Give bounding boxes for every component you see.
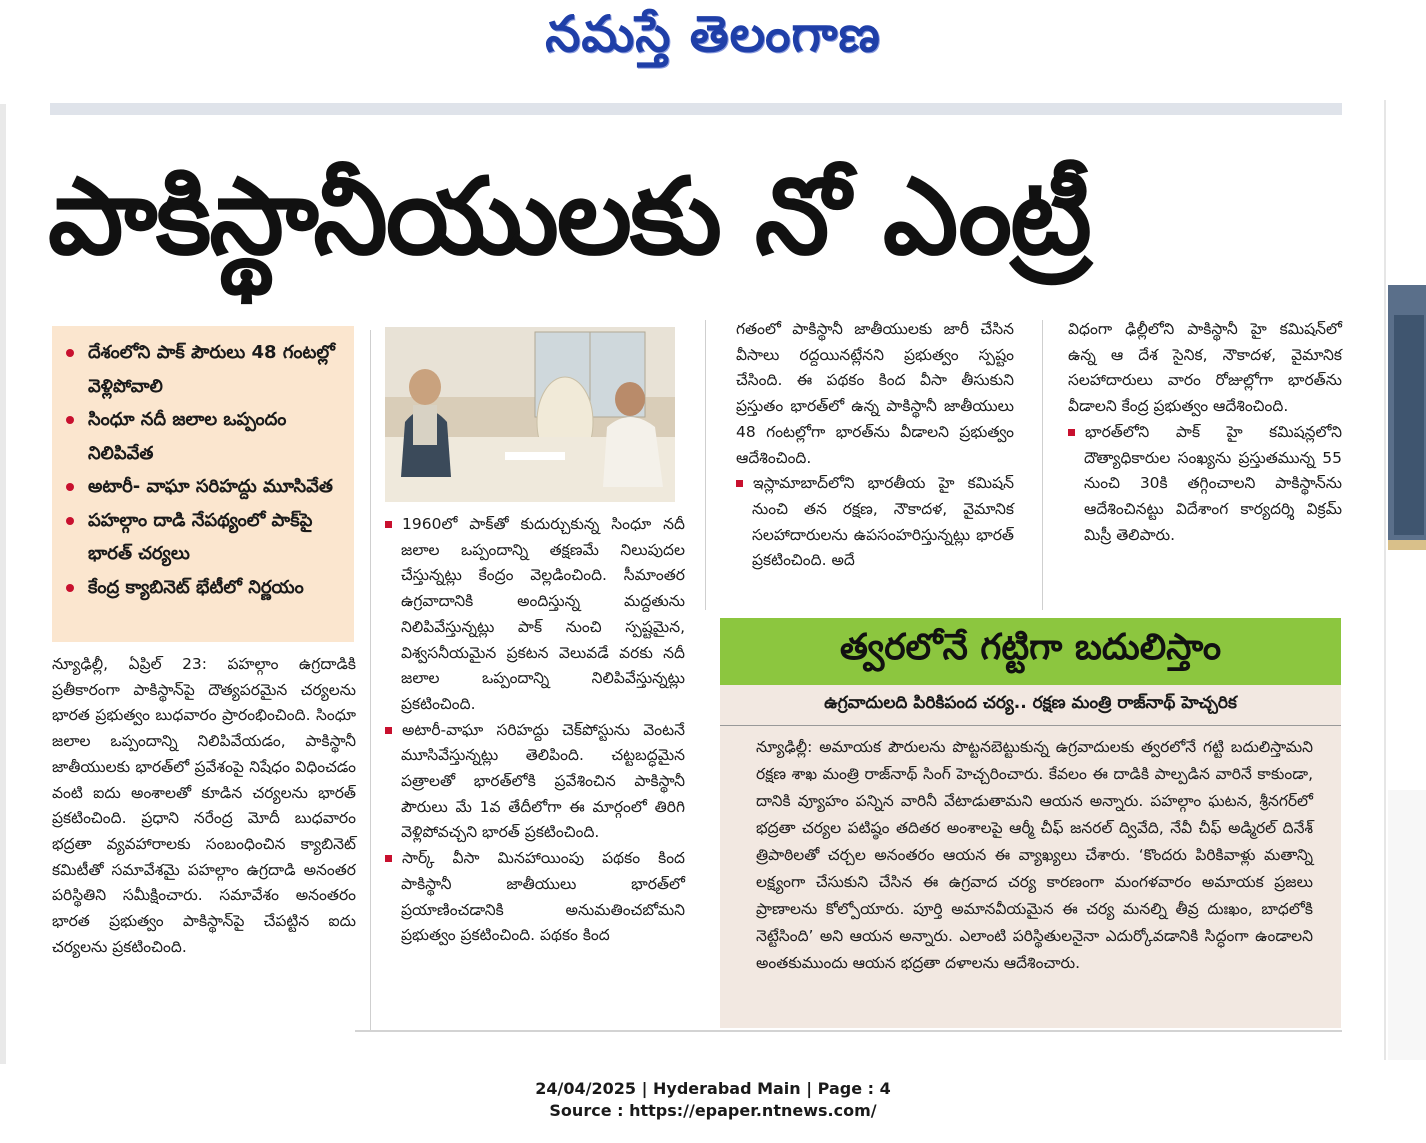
highlights-box — [52, 326, 354, 642]
inset-title-band — [720, 618, 1341, 685]
left-margin-rule — [0, 104, 6, 1064]
footer-date-edition: 24/04/2025 | Hyderabad Main | Page : 4 — [535, 1079, 891, 1098]
inset-subtitle: ఉగ్రవాదులది పిరికిపంద చర్య.. రక్షణ మంత్రి రాజ్‌నాథ్ హెచ్చరిక — [824, 693, 1237, 713]
article-text: న్యూఢిల్లీ, ఏప్రిల్ 23: పహల్గాం ఉగ్రదాడికి ప్రతీకారంగా పాకిస్థాన్‌పై దౌత్యపరమైన చర్యలను భారత ప్రభుత్వం బుధవారం ప్రారంభించింది. సింధూ జలాల ఒప్పందాన్ని నిలిపివేయడం, పాకిస్థానీ జాతీయులకు భారత్‌లో ప్రవేశంపై నిషేధం విధించడం వంటి ఐదు అంశాలతో కూడిన చర్యలను భారత్ ప్రకటించింది. ప్రధాని నరేంద్ర మోదీ బుధవారం భద్రతా వ్యవహారాలకు సంబంధించిన క్యాబినెట్ కమిటీతో సమావేశమై పహల్గాం ఉగ్రదాడి అనంతర పరిస్థితిని సమీక్షించారు. సమావేశం అనంతరం భారత ప్రభుత్వం పాకిస్థాన్‌పై చేపట్టిన ఐదు చర్యలను ప్రకటించింది. — [52, 655, 356, 956]
page-footer — [0, 1078, 1426, 1122]
article-column-2 — [385, 512, 685, 949]
highlight-item: సింధూ నదీ జలాల ఒప్పందం నిలిపివేత — [66, 403, 340, 470]
article-column-1 — [52, 652, 356, 960]
column-divider — [705, 320, 706, 610]
article-paragraph: సార్క్ వీసా మినహాయింపు పథకం కింద పాకిస్థానీ జాతీయులు భారత్‌లో ప్రయాణించడానికి అనుమతించబోమని ప్రభుత్వం ప్రకటించింది. పథకం కింద — [385, 846, 685, 949]
masthead-title: నమస్తే తెలంగాణ — [545, 4, 881, 63]
inset-body-text: న్యూఢిల్లీ: అమాయక పౌరులను పొట్టనబెట్టుకున్న ఉగ్రవాదులకు త్వరలోనే గట్టి బదులిస్తామని రక్షణ శాఖ మంత్రి రాజ్‌నాథ్ సింగ్ హెచ్చరించారు. కేవలం ఈ దాడికి పాల్పడిన వారినే కాకుండా, దానికి వ్యూహం పన్నిన వారినీ వేటాడుతామని ఆయన అన్నారు. పహల్గాం ఘటన, శ్రీనగర్‌లో భద్రతా చర్యల పటిష్ఠం తదితర అంశాలపై ఆర్మీ చీఫ్ జనరల్ ద్వివేది, నేవీ చీఫ్ అడ్మిరల్ దినేశ్ త్రిపాఠిలతో చర్చల అనంతరం ఆయన ఈ వ్యాఖ్యలు చేశారు. ‘కొందరు పిరికివాళ్లు మతాన్ని లక్ష్యంగా చేసుకుని చేసిన ఈ ఉగ్రవాద చర్య కారణంగా మంగళవారం అమాయక ప్రజలు ప్రాణాలను కోల్పోయారు. పూర్తి అమానవీయమైన ఈ చర్య మనల్ని తీవ్ర దుఃఖం, బాధలోకి నెట్టేసింది’ అని ఆయన అన్నారు. ఎలాంటి పరిస్థితులనైనా ఎదుర్కోవడానికి సిద్ధంగా ఉండాలని అంతకుముందు ఆయన భద్రతా దళాలను ఆదేశించారు. — [756, 738, 1313, 972]
highlight-item: కేంద్ర క్యాబినెట్ భేటీలో నిర్ణయం — [66, 571, 340, 605]
highlight-item: దేశంలోని పాక్ పౌరులు 48 గంటల్లో వెళ్లిపోవాలి — [66, 336, 340, 403]
article-paragraph: ఇస్లామాబాద్‌లోని భారతీయ హై కమిషన్ నుంచి తన రక్షణ, నౌకాదళ, వైమానిక సలహాదారులను ఉపసంహరిస్తున్నట్లు భారత్ ప్రకటించింది. అదే — [736, 471, 1014, 574]
bullet-dot-icon — [66, 517, 74, 525]
square-bullet-icon — [1068, 429, 1075, 436]
article-paragraph: విధంగా ఢిల్లీలోని పాకిస్థానీ హై కమిషన్‌లో ఉన్న ఆ దేశ సైనిక, నౌకాదళ, వైమానిక సలహాదారులు వారం రోజుల్లోగా భారత్‌ను వీడాలని కేంద్ర ప్రభుత్వం ఆదేశించింది. — [1068, 320, 1342, 416]
bullet-dot-icon — [66, 584, 74, 592]
column-divider — [370, 330, 371, 1030]
masthead — [0, 0, 1426, 80]
adjacent-page-strip — [1388, 100, 1426, 1060]
square-bullet-icon — [736, 480, 743, 487]
bullet-dot-icon — [66, 349, 74, 357]
headline — [48, 122, 1348, 312]
meeting-photo-image — [385, 327, 675, 502]
inset-title: త్వరలోనే గట్టిగా బదులిస్తాం — [839, 626, 1222, 668]
right-strip-rule — [1384, 100, 1386, 1060]
headline-text: పాకిస్థానీయులకు నో ఎంట్రీ — [48, 155, 1090, 278]
bottom-rule — [355, 1030, 1342, 1032]
adjacent-page-image — [1388, 100, 1426, 1060]
bullet-dot-icon — [66, 416, 74, 424]
square-bullet-icon — [385, 855, 392, 862]
square-bullet-icon — [385, 521, 392, 528]
article-paragraph: భారత్‌లోని పాక్ హై కమిషన్లలోని దౌత్యాధికారుల సంఖ్యను ప్రస్తుతమున్న 55 నుంచి 30కి తగ్గించాలని పాకిస్థాన్‌ను ఆదేశించినట్టు విదేశాంగ కార్యదర్శి విక్రమ్ మిస్రీ తెలిపారు. — [1068, 420, 1342, 549]
highlight-item: పహల్గాం దాడి నేపథ్యంలో పాక్‌పై భారత్ చర్యలు — [66, 504, 340, 571]
article-column-4 — [1068, 317, 1342, 548]
column-divider — [1042, 320, 1043, 610]
bullet-dot-icon — [66, 483, 74, 491]
article-paragraph: 1960లో పాక్‌తో కుదుర్చుకున్న సింధూ నదీ జలాల ఒప్పందాన్ని తక్షణమే నిలుపుదల చేస్తున్నట్లు కేంద్రం వెల్లడించింది. సీమాంతర ఉగ్రవాదానికి అందిస్తున్న మద్దతును నిలిపివేస్తున్నట్లు పాక్ నుంచి స్పష్టమైన, విశ్వసనీయమైన ప్రకటన వెలువడే వరకు నదీ జలాల ఒప్పందాన్ని నిలిపివేస్తున్నట్లు ప్రకటించింది. — [385, 512, 685, 718]
highlight-item: అటారీ- వాఘా సరిహద్దు మూసివేత — [66, 470, 340, 504]
article-paragraph: అటారీ-వాఘా సరిహద్దు చెక్‌పోస్టును వెంటనే మూసివేస్తున్నట్లు తెలిపింది. చట్టబద్ధమైన పత్రాలతో భారత్‌లోకి ప్రవేశించిన పాకిస్థానీ పౌరులు మే 1వ తేదీలోగా ఈ మార్గంలో తిరిగి వెళ్లిపోవచ్చని భారత్ ప్రకటించింది. — [385, 718, 685, 847]
square-bullet-icon — [385, 727, 392, 734]
article-paragraph: గతంలో పాకిస్థానీ జాతీయులకు జారీ చేసిన వీసాలు రద్దయినట్లేనని ప్రభుత్వం స్పష్టం చేసింది. ఈ పథకం కింద వీసా తీసుకుని ప్రస్తుతం భారత్‌లో ఉన్న పాకిస్థానీ జాతీయులు 48 గంటల్లోగా భారత్‌ను వీడాలని ప్రభుత్వం ఆదేశించింది. — [736, 320, 1014, 467]
footer-source: Source : https://epaper.ntnews.com/ — [549, 1101, 877, 1120]
news-photo — [385, 327, 675, 502]
inset-article — [720, 685, 1341, 1028]
highlights-list — [52, 326, 354, 604]
top-band — [50, 103, 1342, 115]
article-column-3 — [736, 317, 1014, 574]
